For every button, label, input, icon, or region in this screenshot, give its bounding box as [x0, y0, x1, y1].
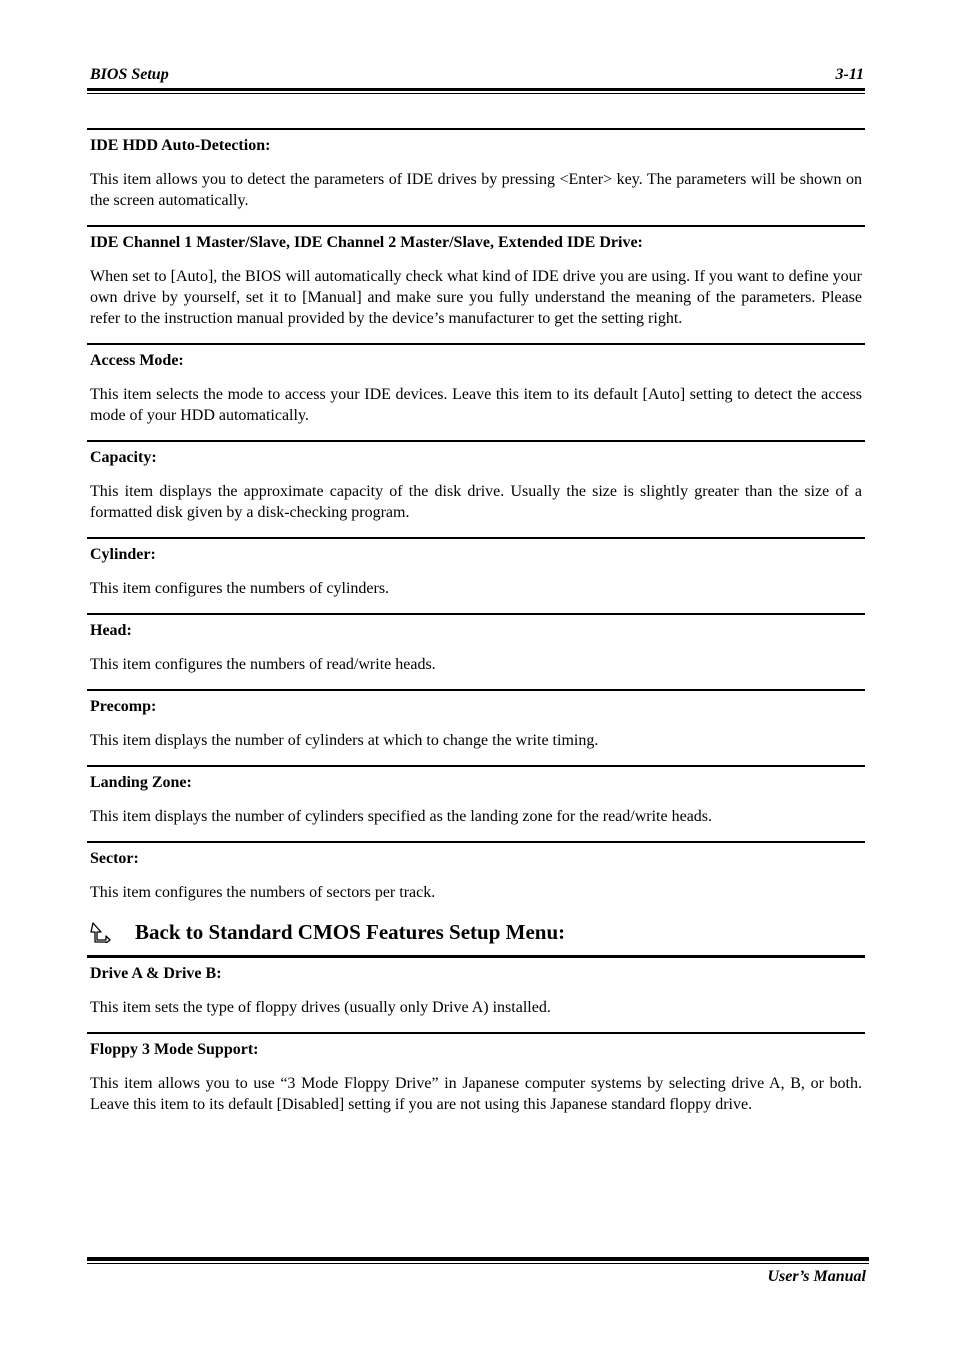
item-section — [87, 613, 865, 675]
header-rule-thick — [87, 88, 865, 91]
item-section — [87, 955, 865, 1018]
item-title: Capacity: — [90, 449, 157, 466]
item-description: This item sets the type of floppy drives (usually only Drive A) installed. — [90, 999, 551, 1016]
section-heading-text: Back to Standard CMOS Features Setup Menu: — [135, 920, 566, 944]
item-description: This item displays the number of cylinders specified as the landing zone for the read/write heads. — [90, 808, 713, 825]
item-section — [87, 225, 865, 329]
item-title: Cylinder: — [90, 546, 156, 563]
item-section — [87, 689, 865, 751]
item-section — [87, 537, 865, 599]
header-title: BIOS Setup — [90, 66, 169, 83]
footer-rule-thin — [87, 1263, 869, 1264]
item-title: IDE Channel 1 Master/Slave, IDE Channel 2 Master/Slave, Extended IDE Drive: — [90, 234, 643, 251]
item-description: This item displays the number of cylinders at which to change the write timing. — [90, 732, 599, 749]
item-title: Head: — [90, 622, 132, 639]
item-description: This item allows you to detect the parameters of IDE drives by pressing <Enter> key. The parameters will be shown on the screen automatically. — [90, 171, 862, 209]
item-description: This item allows you to use “3 Mode Floppy Drive” in Japanese computer systems by selecting drive A, B, or both. Leave this item to its default [Disabled] setting if you are not using this Japanese standard floppy drive. — [90, 1075, 862, 1113]
section-heading — [87, 919, 865, 945]
item-section — [87, 343, 865, 426]
item-title: Sector: — [90, 850, 139, 867]
item-title: Landing Zone: — [90, 774, 192, 791]
item-title: Drive A & Drive B: — [90, 965, 222, 982]
page-content — [87, 128, 865, 1129]
item-section — [87, 128, 865, 211]
item-title: Precomp: — [90, 698, 157, 715]
item-description: This item configures the numbers of cylinders. — [90, 580, 390, 597]
item-title: IDE HDD Auto-Detection: — [90, 137, 271, 154]
header-rule-thin — [87, 93, 865, 94]
arrow-pointer-icon — [90, 921, 112, 943]
item-section — [87, 440, 865, 523]
item-title: Access Mode: — [90, 352, 184, 369]
page-header — [90, 66, 864, 86]
item-title: Floppy 3 Mode Support: — [90, 1041, 259, 1058]
item-section — [87, 841, 865, 903]
item-description: This item configures the numbers of sectors per track. — [90, 884, 436, 901]
item-description: When set to [Auto], the BIOS will automatically check what kind of IDE drive you are using. If you want to define your own drive by yourself, set it to [Manual] and make sure you fully understand the meaning of the parameters. Please refer to the instruction manual provided by the device’s manufacturer to get the setting right. — [90, 268, 862, 327]
item-description: This item selects the mode to access your IDE devices. Leave this item to its default [Auto] setting to detect the access mode of your HDD automatically. — [90, 386, 862, 424]
item-description: This item configures the numbers of read/write heads. — [90, 656, 436, 673]
page-number: 3-11 — [835, 66, 864, 83]
item-section — [87, 1032, 865, 1115]
item-description: This item displays the approximate capacity of the disk drive. Usually the size is slightly greater than the size of a formatted disk given by a disk-checking program. — [90, 483, 862, 521]
item-section — [87, 765, 865, 827]
page-footer: User’s Manual — [767, 1268, 866, 1285]
footer-rule-thick — [87, 1257, 869, 1261]
